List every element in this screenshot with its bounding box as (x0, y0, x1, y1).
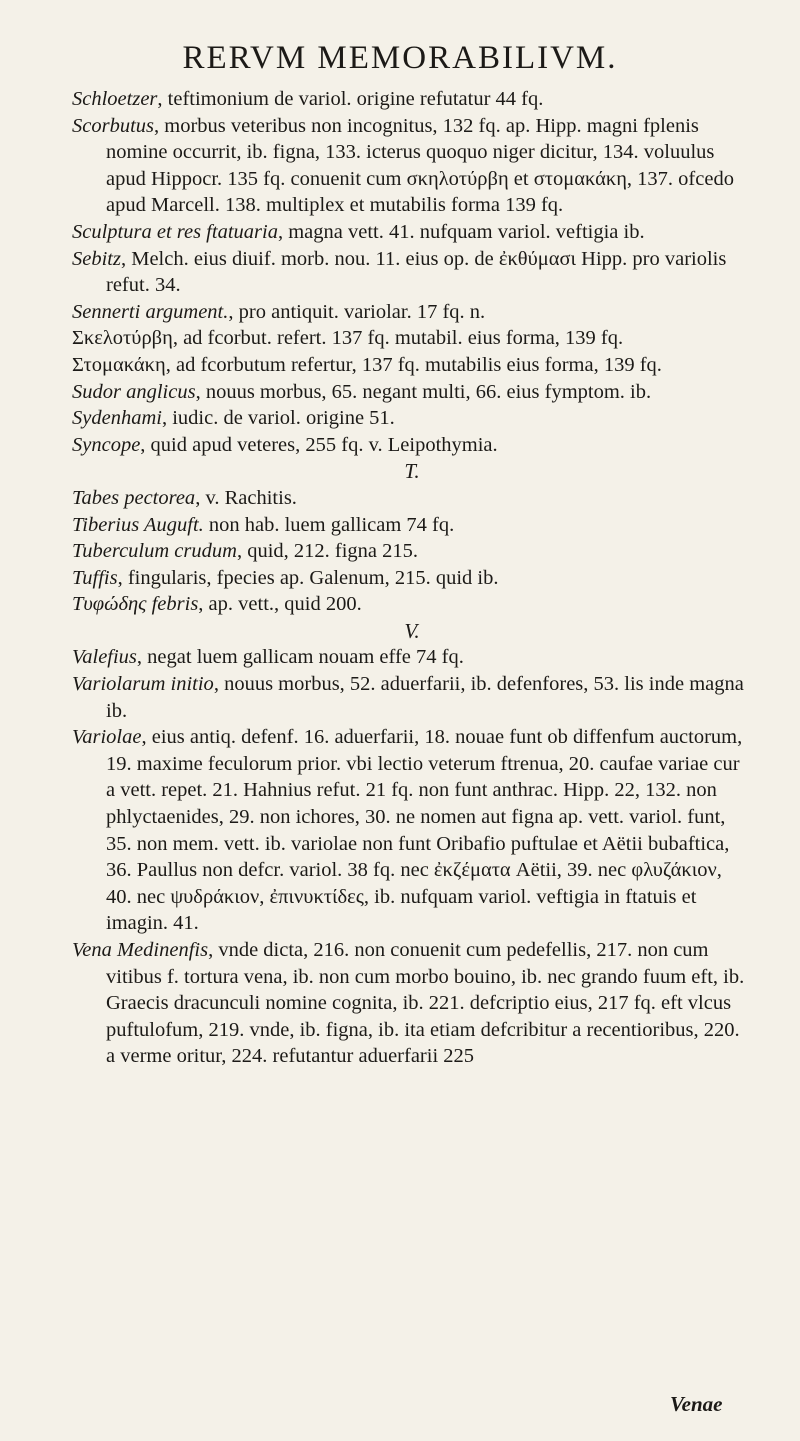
running-head: RERVM MEMORABILIVM. (182, 40, 618, 76)
index-entry (72, 299, 752, 326)
index-entry (72, 86, 752, 113)
catchword: Venae (670, 1392, 723, 1416)
entry-text: , magna vett. 41. nufquam variol. veftigia ib. (277, 220, 645, 243)
entry-headword: Scorbutus (72, 114, 154, 137)
index-entry (72, 352, 752, 379)
entry-text: , Melch. eius diuif. morb. nou. 11. eius op. de ἐκθύμασι Hipp. pro variolis refut. 34. (106, 247, 727, 297)
index-entry (72, 113, 752, 219)
entry-headword: Sudor anglicus (72, 380, 196, 403)
entry-text: , nouus morbus, 65. negant multi, 66. eius fymptom. ib. (195, 380, 652, 403)
entry-headword: Variolarum initio (72, 673, 214, 696)
entry-headword: Τυφώδης febris (72, 593, 199, 616)
entry-text: , fingularis, fpecies ap. Galenum, 215. quid ib. (117, 566, 499, 589)
index-entry (72, 591, 752, 618)
entry-text: , quid apud veteres, 255 fq. v. Leipothymia. (140, 433, 498, 456)
index-entry (72, 937, 752, 1070)
index-entry (72, 432, 752, 459)
entry-text: , vnde dicta, 216. non conuenit cum pedefellis, 217. non cum vitibus f. tortura vena, ib. non cum morbo bouino, ib. nec grando fuum eft, ib. Graecis dracunculi nomine cognita, ib. 221. defcriptio eius, 217 fq. eft vlcus puftulofum, 219. vnde, ib. figna, ib. ita etiam defcribitur a recentioribus, 220. a verme oritur, 224. refutantur aduerfarii 225 (106, 939, 745, 1068)
entry-headword: Variolae (72, 726, 142, 749)
entry-headword: Vena Medinenfis (72, 939, 209, 961)
section-letter: T. (404, 459, 420, 484)
entry-headword: Sculptura et res ftatuaria (72, 220, 278, 243)
index-entry (72, 538, 752, 565)
entry-headword: Tabes pectorea (72, 486, 196, 509)
index-text (72, 86, 752, 1070)
entry-headword: Sebitz (72, 247, 121, 270)
index-entry (72, 512, 752, 539)
entry-text: Σκελοτύρβη, ad fcorbut. refert. 137 fq. mutabil. eius forma, 139 fq. (72, 327, 624, 350)
entry-text: , ap. vett., quid 200. (198, 593, 362, 616)
entry-headword: Sennerti argument. (72, 300, 229, 323)
entry-headword: Schloetzer (72, 88, 158, 110)
entry-headword: Sydenhami (72, 407, 162, 430)
index-entry (72, 379, 752, 406)
entry-text: , nouus morbus, 52. aduerfarii, ib. defenfores, 53. lis inde magna ib. (106, 673, 744, 722)
index-entry (72, 219, 752, 246)
entry-text: , pro antiquit. variolar. 17 fq. n. (228, 300, 486, 323)
entry-text: , iudic. de variol. origine 51. (161, 407, 395, 430)
entry-text: , teftimonium de variol. origine refutatur 44 fq. (157, 88, 544, 110)
index-entry (72, 671, 752, 724)
entry-text: , v. Rachitis. (195, 486, 297, 509)
entry-text: , eius antiq. defenf. 16. aduerfarii, 18. nouae funt ob diffenfum auctorum, 19. maxime feculorum prior. vbi lectio veterum ftrenua, 20. caufae variae cur a vett. repet. 21. Hahnius refut. 21 fq. non funt anthrac. Hipp. 22, 132. non phlyctaenides, 29. non ichores, 30. ne nomen aut figna ap. vett. variol. funt, 35. non mem. vett. ib. variolae non funt Oribafio puftulae et Aëtii bubaftica, 36. Paullus non defcr. variol. 38 fq. nec ἐκζέματα Aëtii, 39. nec φλυζάκιον, 40. nec ψυδράκιον, ἐπινυκτίδες, ib. nufquam variol. veftigia in ftatuis et imagin. 41. (106, 726, 743, 935)
entry-text: non hab. luem gallicam 74 fq. (203, 513, 455, 536)
section-letter: V. (404, 618, 420, 643)
entry-headword: Tuffis (72, 566, 118, 589)
entry-headword: Valefius (72, 646, 137, 669)
entry-text: , quid, 212. figna 215. (236, 540, 419, 563)
index-entry (72, 724, 752, 937)
entry-text: Στομακάκη, ad fcorbutum refertur, 137 fq. mutabilis eius forma, 139 fq. (72, 353, 662, 376)
entry-headword: Syncope (72, 433, 141, 456)
entry-text: , morbus veteribus non incognitus, 132 fq. ap. Hipp. magni fplenis nomine occurrit, ib. figna, 133. icterus quoquo niger dicitur, 134. voluulus apud Hippocr. 135 fq. conuenit cum σκηλοτύρβη et στομακάκη, 137. ofcedo apud Marcell. 138. multiplex et mutabilis forma 139 fq. (106, 114, 734, 217)
index-entry (72, 485, 752, 512)
index-entry (72, 565, 752, 592)
entry-headword: Tiberius Auguft. (72, 513, 204, 536)
index-entry (72, 405, 752, 432)
entry-headword: Tuberculum crudum (72, 540, 237, 563)
index-entry (72, 246, 752, 299)
index-entry (72, 325, 752, 352)
index-entry (72, 644, 752, 671)
entry-text: , negat luem gallicam nouam effe 74 fq. (136, 646, 464, 669)
